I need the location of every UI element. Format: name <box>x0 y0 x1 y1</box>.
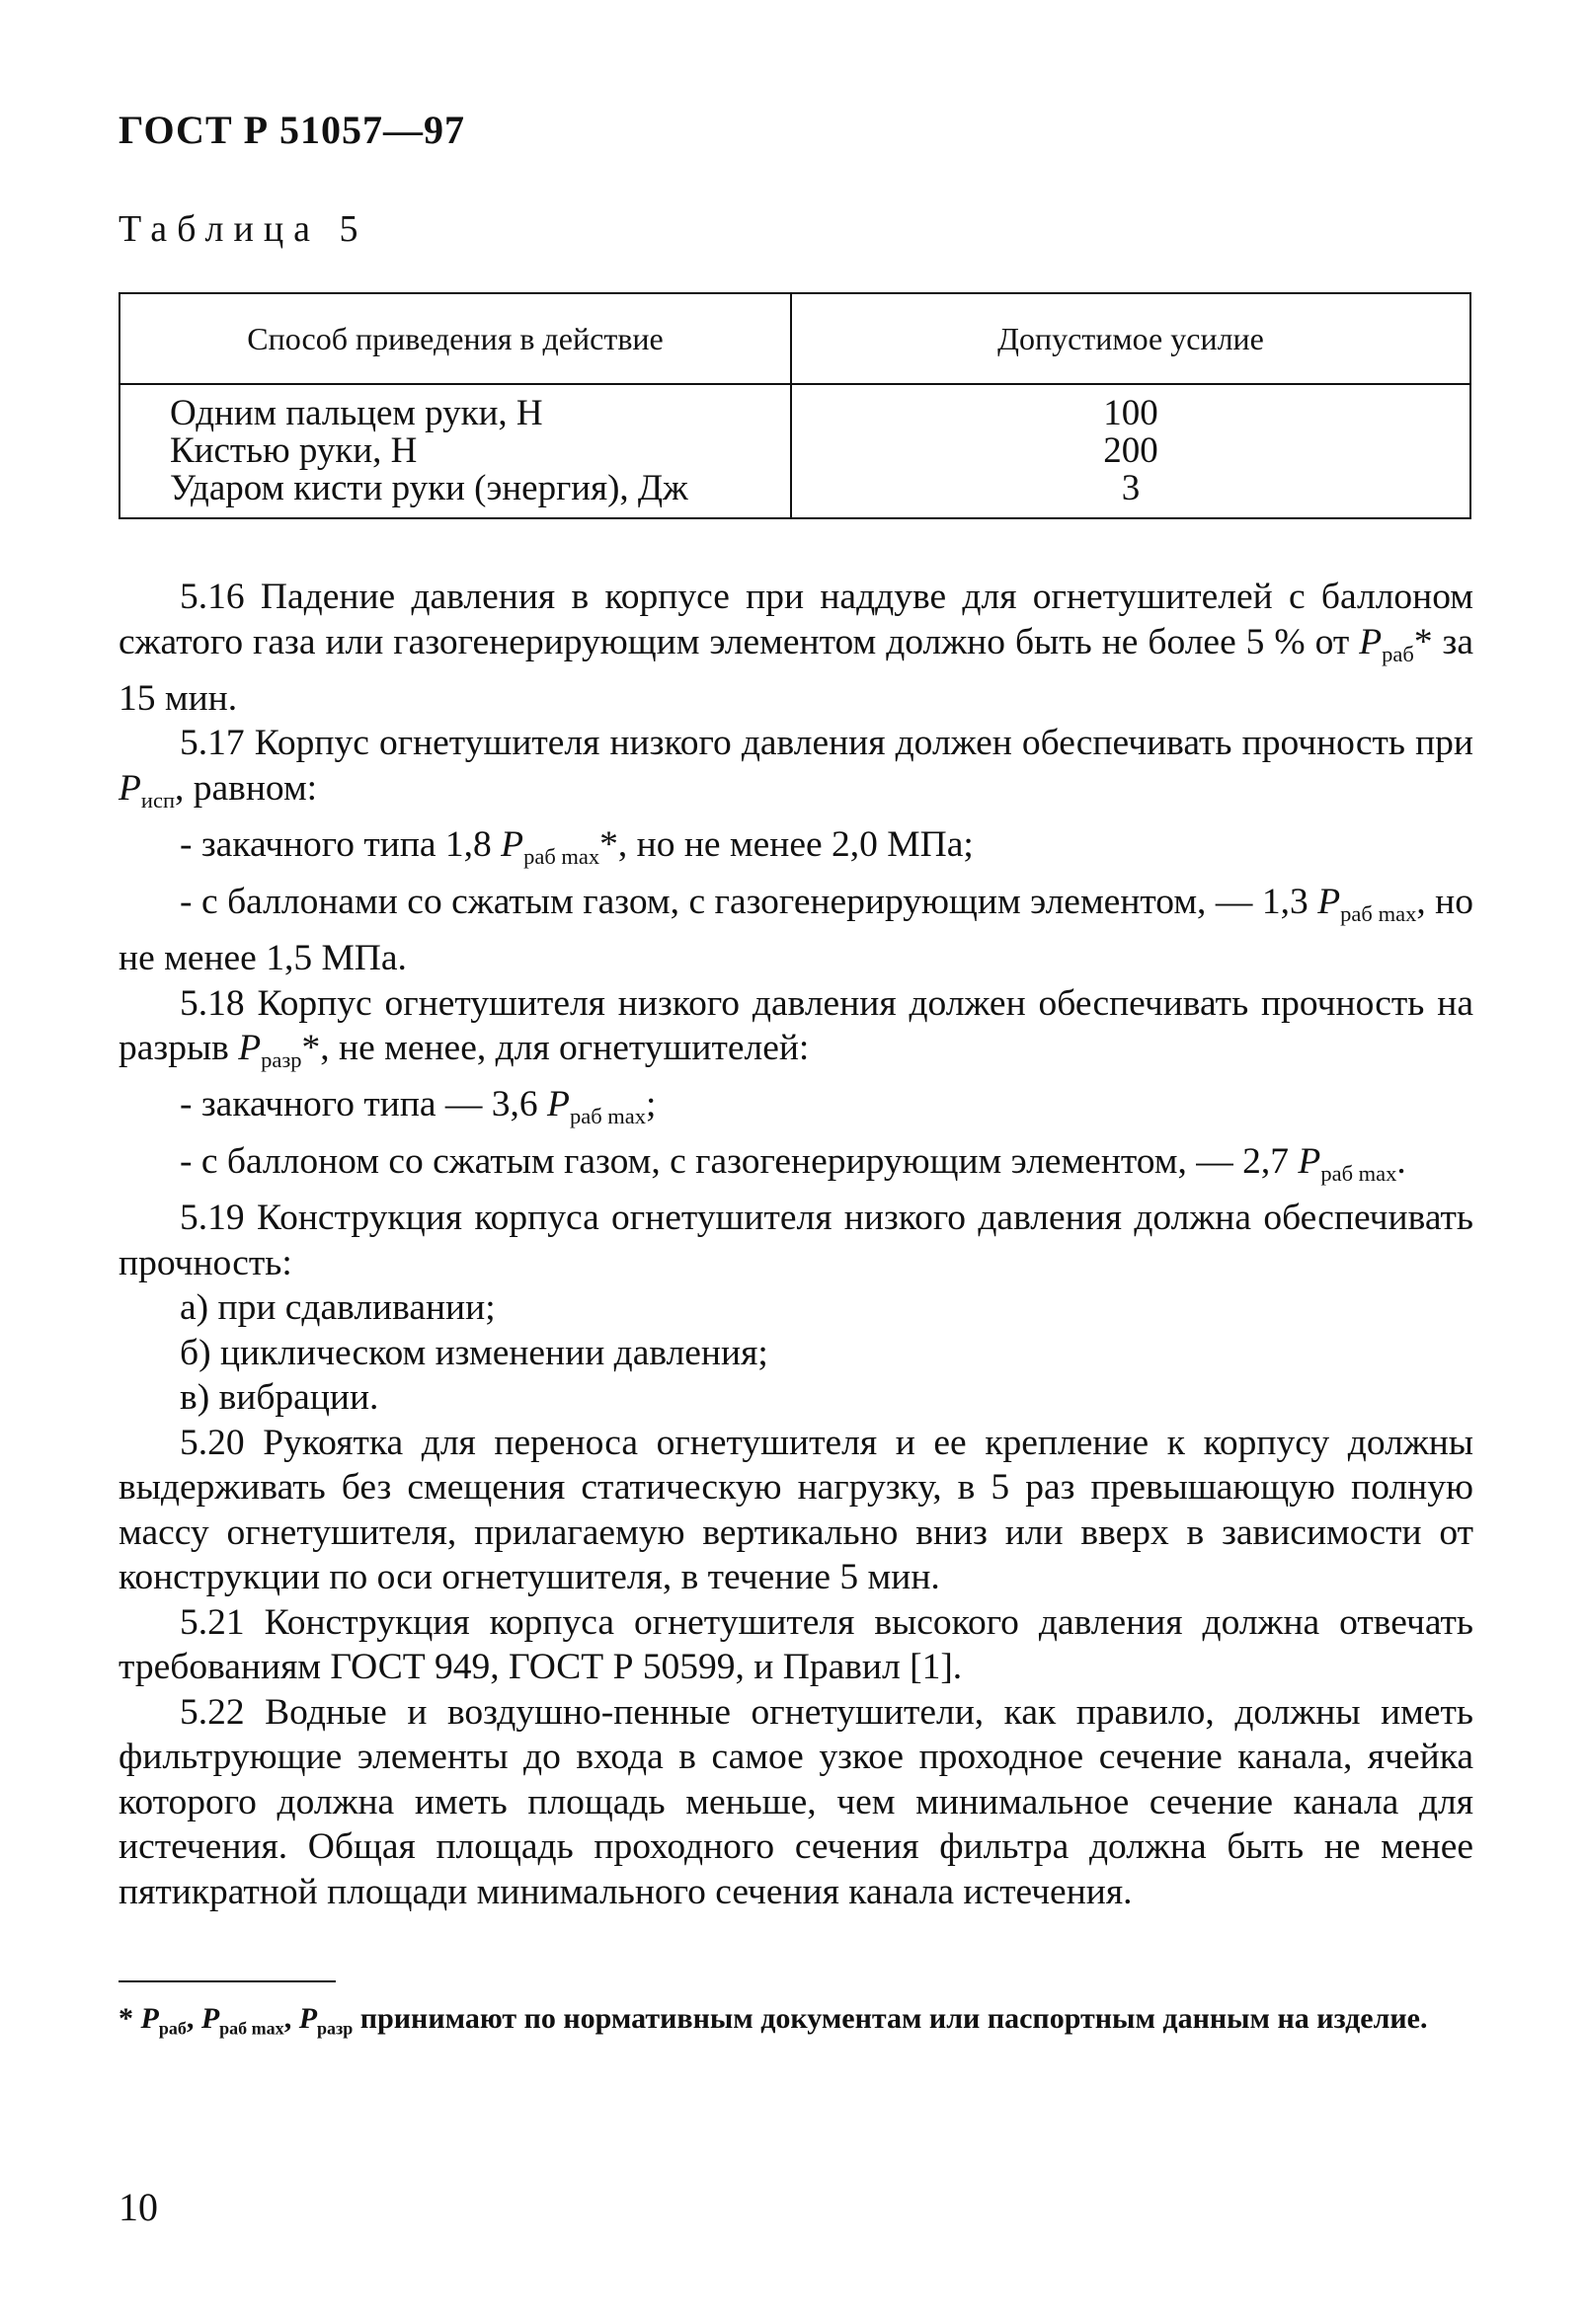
document-header: ГОСТ Р 51057—97 <box>119 108 466 152</box>
method-3: Ударом кисти руки (энергия), Дж <box>170 468 688 508</box>
paragraph-5-19: 5.19 Конструкция корпуса огнетушителя низкого давления должна обеспечивать прочность: <box>119 1198 1473 1283</box>
paragraph-5-17: 5.17 Корпус огнетушителя низкого давления должен обеспечивать прочность при $P_{исп}$, равном: <box>119 723 1473 813</box>
force-table <box>119 292 1471 519</box>
paragraph-5-18-item-1: - закачного типа — 3,6 $P_{раб max}$; <box>180 1084 657 1129</box>
paragraph-5-19-item-b: б) циклическом изменении давления; <box>180 1332 768 1373</box>
force-3: 3 <box>1121 468 1141 508</box>
paragraph-5-19-item-c: в) вибрации. <box>180 1377 379 1419</box>
paragraph-5-21: 5.21 Конструкция корпуса огнетушителя высокого давления должна отвечать требованиям ГОСТ 949, ГОСТ Р 50599, и Правил [1]. <box>119 1601 1473 1688</box>
method-2: Кистью руки, Н <box>170 430 418 471</box>
paragraph-5-17-item-2: - с баллонами со сжатым газом, с газогенерирующим элементом, — 1,3 $P_{раб max}$, но не менее 1,5 МПа. <box>119 881 1473 978</box>
paragraph-5-18-item-2: - с баллоном со сжатым газом, с газогенерирующим элементом, — 2,7 $P_{раб max}$. <box>180 1140 1406 1186</box>
body-text <box>119 575 1473 1914</box>
force-2: 200 <box>1103 430 1158 471</box>
footnote-text: принимают по нормативным документам или паспортным данным на изделие. <box>359 2002 1428 2035</box>
paragraph-5-22: 5.22 Водные и воздушно-пенные огнетушители, как правило, должны иметь фильтрующие элементы до входа в самое узкое проходное сечение канала, ячейка которого должна иметь площадь меньше, чем минимальное сечение канала для истечения. Общая площадь проходного сечения фильтра должна быть не менее пятикратной площади минимального сечения канала истечения. <box>119 1691 1473 1912</box>
paragraph-5-16: 5.16 Падение давления в корпусе при наддуве для огнетушителей с баллоном сжатого газа или газогенерирующим элементом должно быть не более 5 % от $P_{раб}*$ за 15 мин. <box>119 577 1473 719</box>
paragraph-5-19-item-a: а) при сдавливании; <box>180 1287 496 1329</box>
footnote-marker: * <box>119 2002 133 2035</box>
table-header-method: Способ приведения в действие <box>119 293 791 384</box>
table-row <box>119 384 1470 518</box>
paragraph-5-20: 5.20 Рукоятка для переноса огнетушителя и ее крепление к корпусу должны выдерживать без смещения статическую нагрузку, в 5 раз превышающую полную массу огнетушителя, прилагаемую вертикально вниз или вверх в зависимости от конструкции по оси огнетушителя, в течение 5 мин. <box>119 1422 1473 1598</box>
table-caption: Таблица 5 <box>119 208 368 250</box>
table-cell-forces <box>791 384 1470 518</box>
force-1: 100 <box>1103 393 1158 433</box>
paragraph-5-17-item-1: - закачного типа 1,8 $P_{раб max}*$, но не менее 2,0 МПа; <box>180 824 974 870</box>
table-header-force: Допустимое усилие <box>791 293 1470 384</box>
page-number: 10 <box>119 2185 158 2229</box>
footnote-divider <box>119 1980 336 1982</box>
method-1: Одним пальцем руки, Н <box>170 393 543 433</box>
paragraph-5-18: 5.18 Корпус огнетушителя низкого давления должен обеспечивать прочность на разрыв $P_{разр}*$, не менее, для огнетушителей: <box>119 982 1473 1072</box>
table-cell-methods <box>119 384 791 518</box>
footnote: * $P_{раб}$, $P_{раб max}$, $P_{разр}$ принимают по нормативным документам или паспортным данным на изделие. <box>119 2002 1428 2039</box>
